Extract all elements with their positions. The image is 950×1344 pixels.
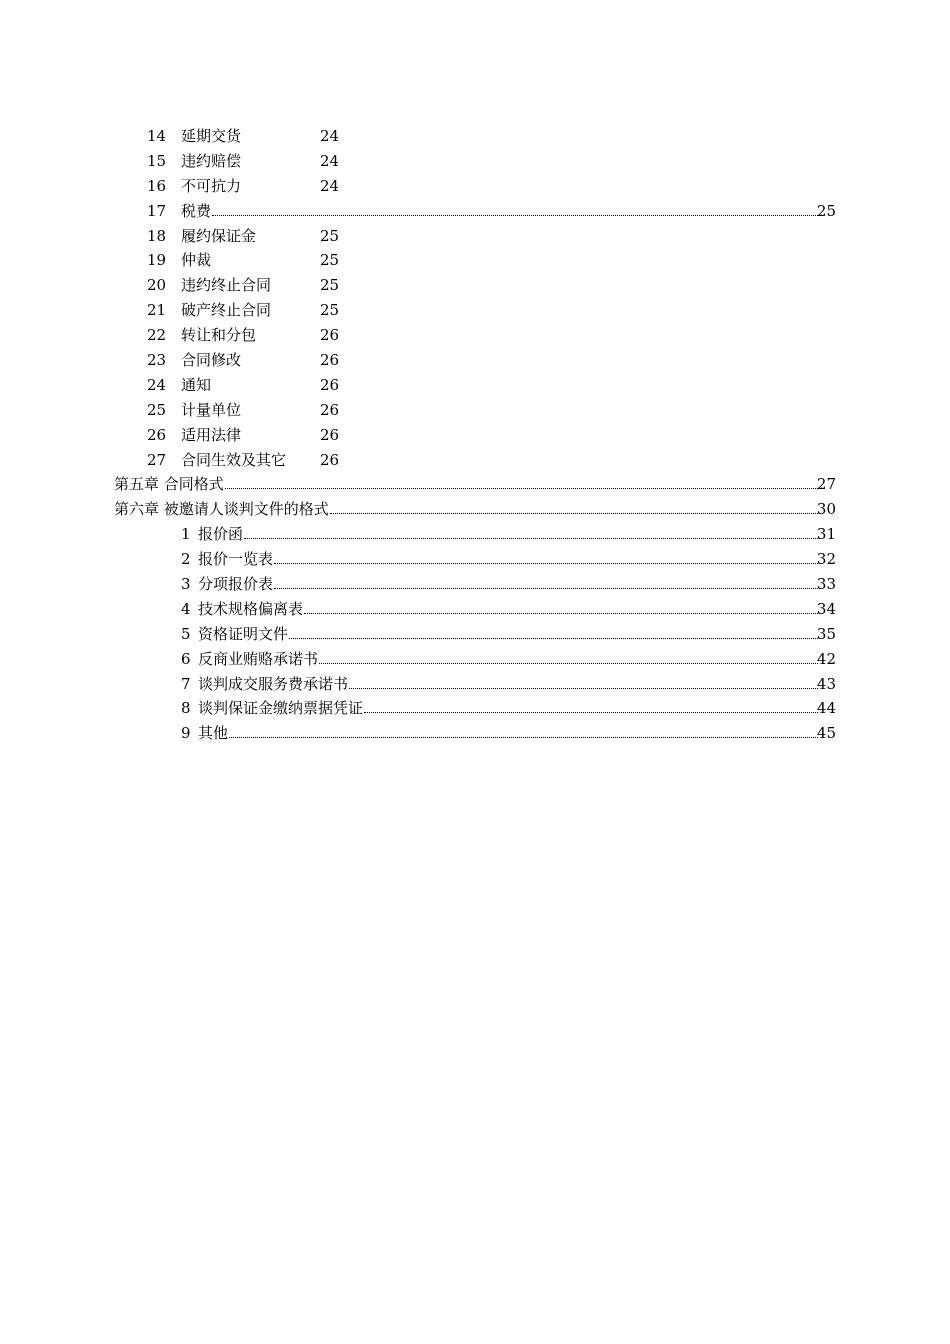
- toc-entry-page: 24: [320, 151, 340, 170]
- dot-leader: [244, 538, 818, 539]
- toc-entry-title: 报价函: [198, 525, 244, 544]
- dot-leader: [229, 737, 818, 738]
- toc-entry-page: 26: [320, 400, 340, 419]
- toc-entry-title: 适用法律: [181, 425, 242, 444]
- toc-entry-title: 合同修改: [181, 351, 242, 370]
- toc-entry-title: 分项报价表: [198, 575, 274, 594]
- toc-entry-page: 25: [320, 251, 340, 270]
- toc-entry-number: 24: [147, 375, 167, 394]
- toc-entry-title: 破产终止合同: [181, 301, 272, 320]
- toc-entry-section[interactable]: [0, 199, 950, 224]
- toc-entry-number: 16: [147, 176, 167, 195]
- toc-entry-number: 22: [147, 326, 167, 345]
- toc-entry-section[interactable]: [0, 124, 950, 149]
- toc-entry-number: 19: [147, 251, 167, 270]
- toc-entry-section[interactable]: [0, 224, 950, 249]
- toc-entry-subsection[interactable]: [0, 522, 950, 547]
- toc-entry-title: 履约保证金: [181, 226, 257, 245]
- toc-entry-page: 26: [320, 326, 340, 345]
- toc-entry-page: 24: [320, 127, 340, 145]
- toc-entry-section[interactable]: [0, 423, 950, 448]
- toc-entry-page: 26: [320, 375, 340, 394]
- toc-entry-page: 31: [816, 525, 836, 544]
- toc-entry-title: 资格证明文件: [198, 624, 289, 643]
- dot-leader: [349, 688, 818, 689]
- toc-entry-title: 其他: [198, 724, 229, 743]
- dot-leader: [274, 588, 818, 589]
- toc-entry-number: 2: [181, 550, 191, 569]
- toc-entry-page: 44: [816, 699, 836, 718]
- toc-entry-subsection[interactable]: [0, 672, 950, 697]
- toc-entry-page: 45: [816, 724, 836, 743]
- toc-entry-number: 25: [147, 400, 167, 419]
- dot-leader: [289, 638, 818, 639]
- toc-entry-subsection[interactable]: [0, 622, 950, 647]
- toc-entry-number: 7: [181, 674, 191, 693]
- toc-entry-page: 26: [320, 425, 340, 444]
- toc-entry-section[interactable]: [0, 323, 950, 348]
- toc-entry-section[interactable]: [0, 174, 950, 199]
- toc-entry-page: 26: [320, 450, 340, 469]
- table-of-contents: [0, 124, 950, 746]
- toc-entry-number: 3: [181, 575, 191, 594]
- toc-entry-title: 谈判成交服务费承诺书: [198, 674, 349, 693]
- toc-entry-chapter[interactable]: [0, 497, 950, 522]
- toc-entry-title: 仲裁: [181, 251, 212, 270]
- toc-entry-title: 第五章 合同格式: [114, 475, 224, 494]
- toc-entry-section[interactable]: [0, 248, 950, 273]
- toc-entry-section[interactable]: [0, 373, 950, 398]
- toc-entry-number: 23: [147, 351, 167, 370]
- toc-entry-section[interactable]: [0, 398, 950, 423]
- toc-entry-page: 30: [816, 500, 836, 519]
- toc-entry-number: 9: [181, 724, 191, 743]
- toc-entry-number: 27: [147, 450, 167, 469]
- dot-leader: [319, 663, 818, 664]
- toc-entry-page: 42: [816, 649, 836, 668]
- toc-entry-page: 25: [320, 276, 340, 295]
- toc-entry-number: 5: [181, 624, 191, 643]
- toc-entry-title: 合同生效及其它: [181, 450, 287, 469]
- toc-entry-title: 税费: [181, 201, 212, 220]
- toc-entry-title: 谈判保证金缴纳票据凭证: [198, 699, 364, 718]
- toc-entry-chapter[interactable]: [0, 472, 950, 497]
- toc-entry-number: 21: [147, 301, 167, 320]
- toc-entry-section[interactable]: [0, 298, 950, 323]
- toc-entry-number: 14: [147, 127, 167, 145]
- toc-entry-subsection[interactable]: [0, 647, 950, 672]
- toc-entry-title: 计量单位: [181, 400, 242, 419]
- toc-entry-title: 第六章 被邀请人谈判文件的格式: [114, 500, 329, 519]
- toc-entry-page: 32: [816, 550, 836, 569]
- toc-entry-page: 35: [816, 624, 836, 643]
- toc-entry-number: 8: [181, 699, 191, 718]
- toc-entry-number: 15: [147, 151, 167, 170]
- toc-entry-page: 34: [816, 599, 836, 618]
- toc-entry-page: 25: [816, 201, 836, 220]
- toc-entry-page: 26: [320, 351, 340, 370]
- toc-entry-title: 违约赔偿: [181, 151, 242, 170]
- toc-entry-page: 25: [320, 301, 340, 320]
- toc-entry-page: 27: [816, 475, 836, 494]
- toc-entry-number: 1: [181, 525, 191, 544]
- toc-entry-subsection[interactable]: [0, 597, 950, 622]
- toc-entry-subsection[interactable]: [0, 547, 950, 572]
- dot-leader: [304, 613, 818, 614]
- toc-entry-section[interactable]: [0, 149, 950, 174]
- toc-entry-title: 延期交货: [181, 127, 242, 145]
- toc-entry-number: 18: [147, 226, 167, 245]
- toc-entry-page: 25: [320, 226, 340, 245]
- toc-entry-number: 26: [147, 425, 167, 444]
- toc-entry-title: 转让和分包: [181, 326, 257, 345]
- toc-entry-number: 6: [181, 649, 191, 668]
- dot-leader: [274, 563, 818, 564]
- toc-entry-number: 4: [181, 599, 191, 618]
- toc-entry-section[interactable]: [0, 348, 950, 373]
- dot-leader: [330, 513, 818, 514]
- toc-entry-number: 20: [147, 276, 167, 295]
- toc-entry-section[interactable]: [0, 273, 950, 298]
- toc-entry-page: 33: [816, 575, 836, 594]
- toc-entry-title: 通知: [181, 375, 212, 394]
- toc-entry-page: 24: [320, 176, 340, 195]
- toc-entry-subsection[interactable]: [0, 721, 950, 746]
- toc-entry-subsection[interactable]: [0, 572, 950, 597]
- dot-leader: [225, 488, 818, 489]
- toc-entry-section[interactable]: [0, 448, 950, 473]
- toc-entry-subsection[interactable]: [0, 696, 950, 721]
- dot-leader: [364, 712, 818, 713]
- toc-entry-number: 17: [147, 201, 167, 220]
- toc-entry-title: 技术规格偏离表: [198, 599, 304, 618]
- toc-entry-page: 43: [816, 674, 836, 693]
- toc-entry-title: 报价一览表: [198, 550, 274, 569]
- dot-leader: [212, 215, 818, 216]
- toc-entry-title: 反商业贿赂承诺书: [198, 649, 319, 668]
- toc-entry-title: 违约终止合同: [181, 276, 272, 295]
- toc-entry-title: 不可抗力: [181, 176, 242, 195]
